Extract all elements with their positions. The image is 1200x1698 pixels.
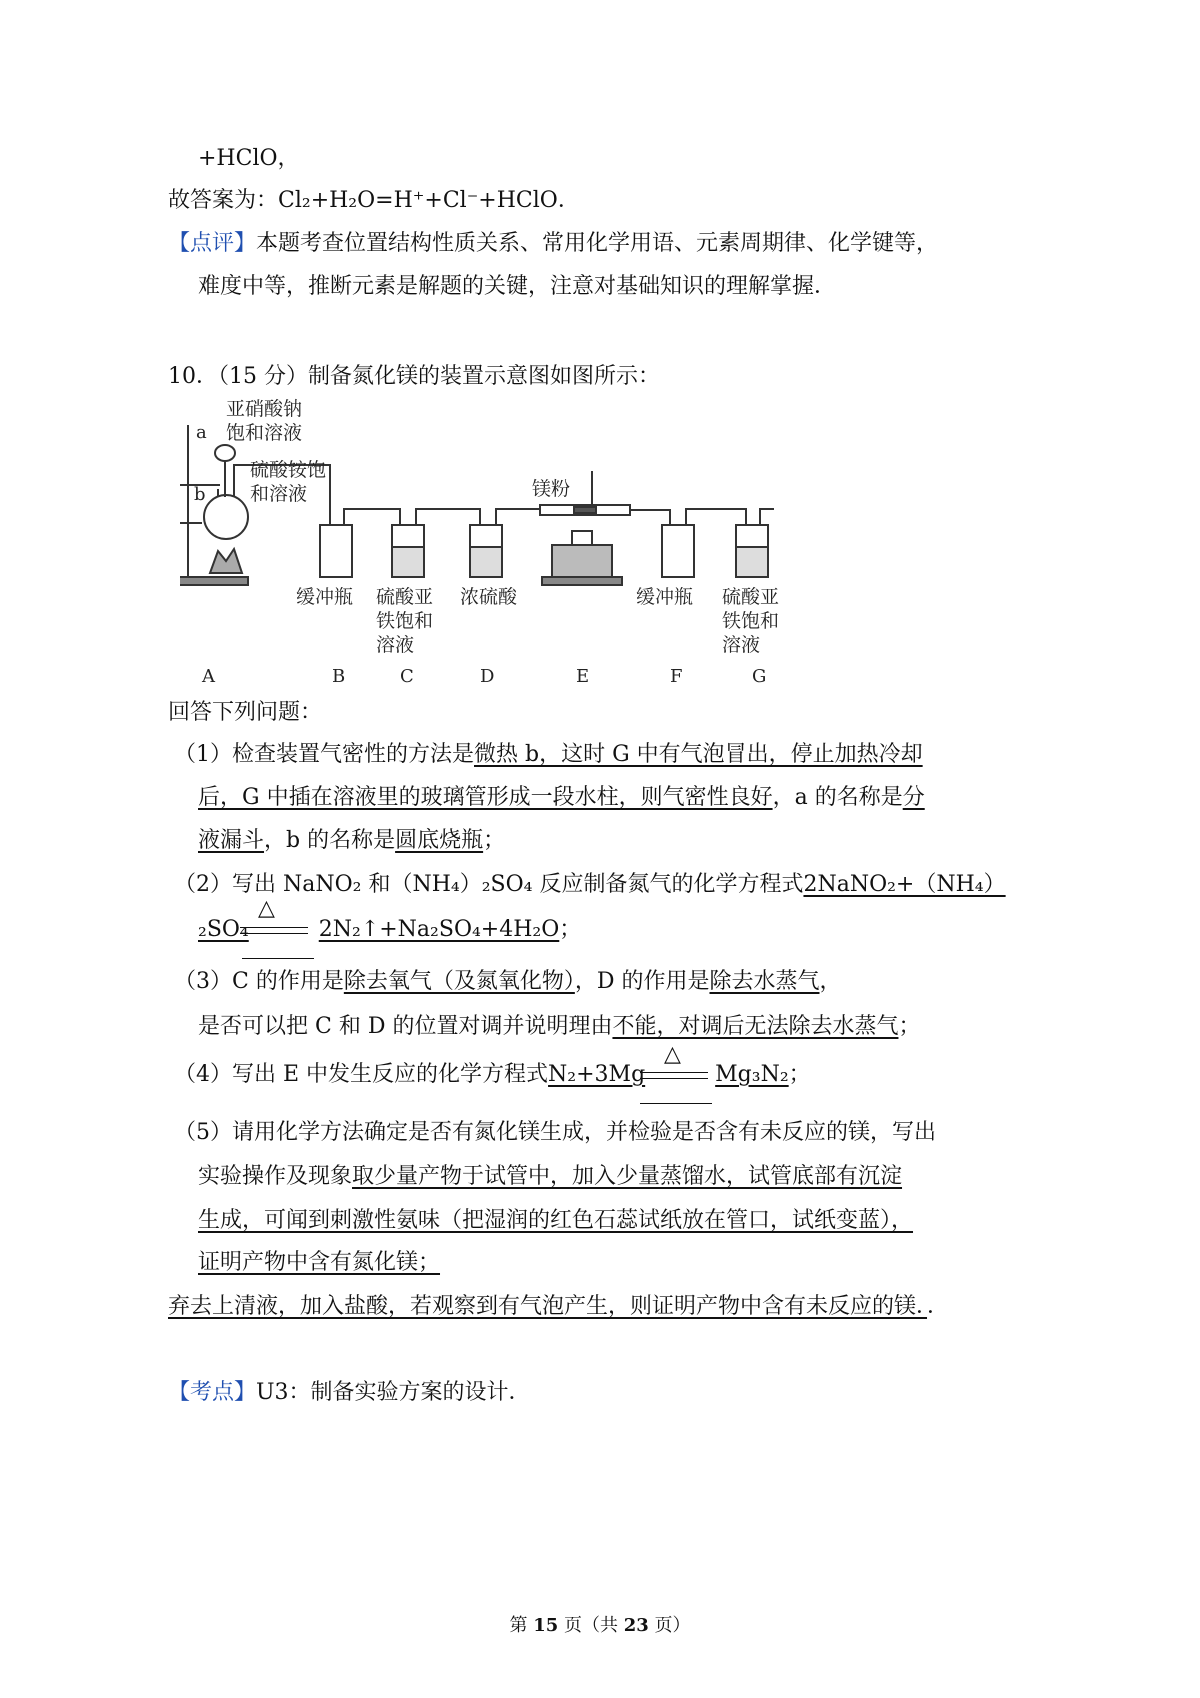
letter-c: C [400,666,414,687]
comment-text-1: 本题考查位置结构性质关系、常用化学用语、元素周期律、化学键等， [256,231,939,256]
part-5-line-3 [198,1206,913,1236]
answer-3c: 不能，对调后无法除去水蒸气 [612,1014,899,1039]
part-5-line-1: （5）请用化学方法确定是否有氮化镁生成，并检验是否含有未反应的镁，写出 [174,1120,936,1145]
letter-b: B [332,666,346,687]
answer-5a: 取少量产物于试管中，加入少量蒸馏水，试管底部有沉淀 [352,1164,903,1189]
caption-c-1: 硫酸亚 [376,586,434,608]
kaodian-tag: 【考点】 [168,1380,257,1405]
part-5-line-4 [198,1248,440,1278]
answer-4b: Mg₃N₂ [715,1062,789,1087]
part-1-line-1: （1）检查装置气密性的方法是微热 b，这时 G 中有气泡冒出，停止加热冷却 [174,742,923,767]
answer-1a: 微热 b，这时 G 中有气泡冒出，停止加热冷却 [474,742,923,767]
part-1-line-2: 后，G 中插在溶液里的玻璃管形成一段水柱，则气密性良好，a 的名称是分 [198,785,925,810]
letter-g: G [752,666,767,687]
answer-1d: 圆底烧瓶 [395,828,484,853]
label-a-top: 亚硝酸钠 [226,398,303,420]
part-3-line-2: 是否可以把 C 和 D 的位置对调并说明理由不能，对调后无法除去水蒸气； [198,1014,921,1039]
answer-1c-start: 分 [902,785,925,810]
question-title: 10．（15 分）制备氮化镁的装置示意图如图所示： [168,364,660,389]
equals-line-4a [640,1072,708,1073]
answer-5c: 证明产物中含有氮化镁； [198,1250,441,1275]
answer-2a: 2NaNO₂+（NH₄） [803,872,1006,897]
answer-2b-right: 2N₂↑+Na₂SO₄+4H₂O [318,917,560,942]
answer-5b: 生成，可闻到刺激性氨味（把湿润的红色石蕊试纸放在管口，试纸变蓝）， [198,1208,914,1233]
part-5-line-5: 弃去上清液，加入盐酸，若观察到有气泡产生，则证明产物中含有未反应的镁．． [168,1294,950,1319]
caption-b: 缓冲瓶 [296,586,354,608]
letter-a: A [202,666,215,687]
rule-4 [640,1103,712,1104]
kaodian-text: U3：制备实验方案的设计． [256,1380,531,1405]
caption-g-2: 铁饱和 [722,610,780,632]
label-mg: 镁粉 [532,478,571,500]
caption-d: 浓硫酸 [460,586,518,608]
caption-c-2: 铁饱和 [376,610,434,632]
part-2-line-1: （2）写出 NaNO₂ 和（NH₄）₂SO₄ 反应制备氮气的化学方程式2NaNO₂+（NH₄） [174,872,1006,897]
comment-tag: 【点评】 [168,231,257,256]
prev-line: +HClO， [198,146,300,171]
part-1-line-3: 液漏斗，b 的名称是圆底烧瓶； [198,828,506,853]
rule-2 [242,958,314,959]
equals-line-4b [640,1078,708,1079]
kaodian [168,1378,531,1408]
letter-f: F [670,666,683,687]
label-a-bottom: 饱和溶液 [226,422,303,444]
prompt: 回答下列问题： [168,700,323,725]
part-4-line: （4）写出 E 中发生反应的化学方程式N₂+3Mg Mg₃N₂； [174,1062,811,1087]
caption-f: 缓冲瓶 [636,586,694,608]
equals-line-2a [240,927,308,928]
label-small-a: a [196,422,207,443]
answer-3b: 除去水蒸气 [709,969,820,994]
letter-d: D [480,666,495,687]
label-b-top: 硫酸铵饱 [250,459,327,481]
prev-comment [168,229,938,259]
caption-g-1: 硫酸亚 [722,586,780,608]
answer-4a: N₂+3Mg [548,1062,646,1087]
answer-3a: 除去氧气（及氮氧化物） [343,969,575,994]
prev-answer: 故答案为：Cl₂+H₂O=H⁺+Cl⁻+HClO． [168,188,580,213]
page-total: 23 [623,1615,649,1636]
caption-g-3: 溶液 [722,634,761,656]
caption-c-3: 溶液 [376,634,415,656]
heat-symbol-4: △ [664,1042,681,1067]
heat-symbol-2: △ [258,896,275,921]
page-footer: 第 15 页（共 23 页） [509,1615,691,1636]
page-number: 15 [533,1615,559,1636]
equals-line-2b [240,933,308,934]
part-2-line-2: ₂SO₄ 2N₂↑+Na₂SO₄+4H₂O； [198,917,582,942]
label-b-bottom: 和溶液 [250,483,308,505]
part-3-line-1: （3）C 的作用是除去氧气（及氮氧化物），D 的作用是除去水蒸气， [174,969,842,994]
label-small-b: b [194,484,206,505]
answer-1b: 后，G 中插在溶液里的玻璃管形成一段水柱，则气密性良好 [198,785,773,810]
letter-e: E [576,666,590,687]
part-5-line-2: 实验操作及现象取少量产物于试管中，加入少量蒸馏水，试管底部有沉淀 [198,1164,903,1189]
comment-text-2: 难度中等，推断元素是解题的关键，注意对基础知识的理解掌握． [198,274,837,299]
answer-1c-end: 液漏斗 [198,828,265,853]
answer-5d: 弃去上清液，加入盐酸，若观察到有气泡产生，则证明产物中含有未反应的镁． [168,1294,928,1319]
answer-2b-left: ₂SO₄ [198,917,249,942]
